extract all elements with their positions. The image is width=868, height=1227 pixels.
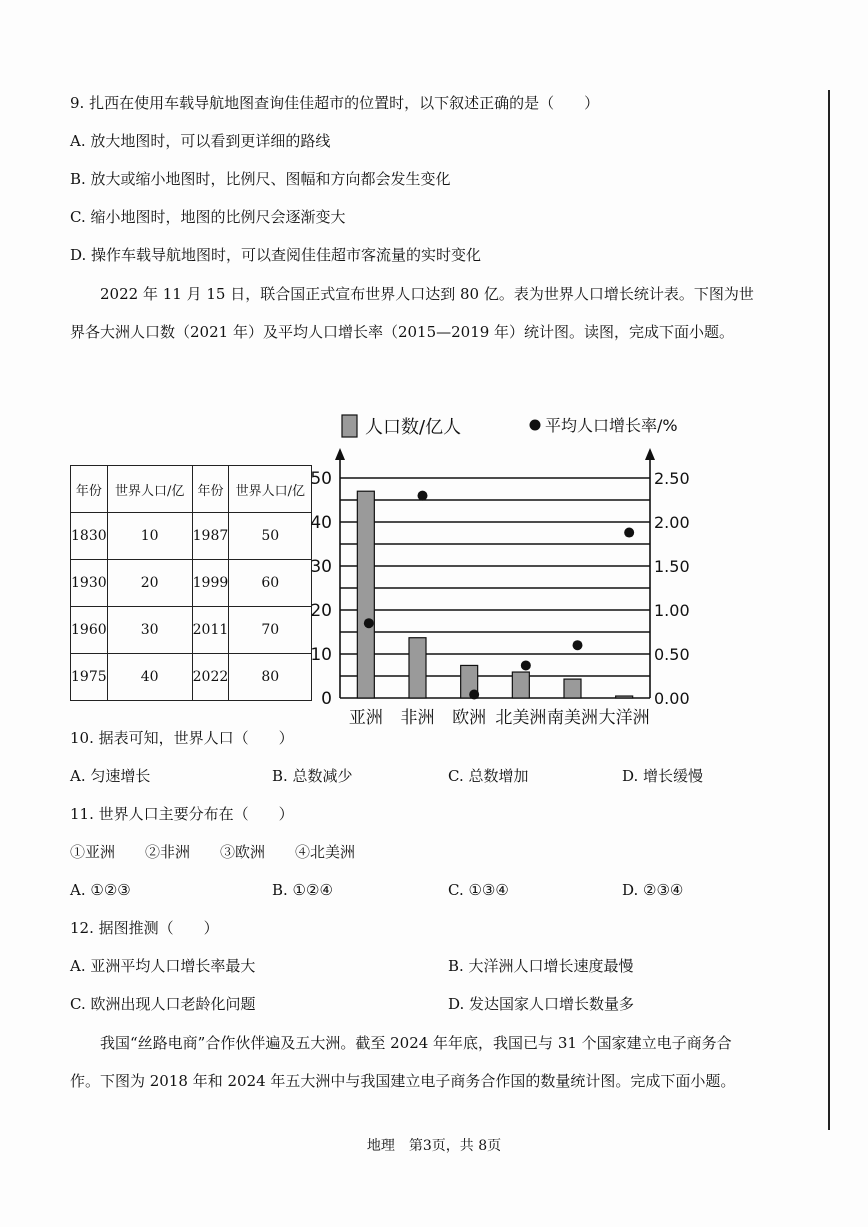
y-right-tick-label: 2.50 xyxy=(654,469,690,488)
q9-option-b: B. 放大或缩小地图时，比例尺、图幅和方向都会发生变化 xyxy=(70,170,451,188)
legend-dot-label: 平均人口增长率/% xyxy=(545,416,678,435)
table-cell: 70 xyxy=(229,607,312,654)
table-cell: 2011 xyxy=(192,607,229,654)
x-category-label: 南美洲 xyxy=(547,708,598,728)
y-right-tick-label: 0.50 xyxy=(654,645,690,664)
x-category-label: 非洲 xyxy=(400,708,435,728)
q12-option-b: B. 大洋洲人口增长速度最慢 xyxy=(448,957,634,975)
right-axis-arrow xyxy=(645,448,655,460)
q12-stem: 12. 据图推测（ ） xyxy=(70,919,219,937)
table-header-cell: 世界人口/亿 xyxy=(229,466,312,513)
y-left-tick-label: 50 xyxy=(310,469,332,489)
table-cell: 40 xyxy=(107,654,192,701)
table-header-cell: 世界人口/亿 xyxy=(107,466,192,513)
legend-bar-swatch xyxy=(342,415,357,437)
q11-option-b: B. ①②④ xyxy=(272,881,333,899)
chart-bar xyxy=(409,638,426,698)
y-right-tick-label: 0.00 xyxy=(654,689,690,708)
intro1-line2: 界各大洲人口数（2021 年）及平均人口增长率（2015—2019 年）统计图。读图，完成下面小题。 xyxy=(70,323,735,341)
y-left-tick-label: 0 xyxy=(321,689,332,709)
chart-bar xyxy=(357,491,374,698)
legend-dot-swatch xyxy=(530,420,541,431)
q9-option-d: D. 操作车载导航地图时，可以查阅佳佳超市客流量的实时变化 xyxy=(70,246,482,264)
chart-dot xyxy=(418,491,428,501)
q11-option-d: D. ②③④ xyxy=(622,881,684,899)
q11-option-c: C. ①③④ xyxy=(448,881,509,899)
table-cell: 1999 xyxy=(192,560,229,607)
q12-option-c: C. 欧洲出现人口老龄化问题 xyxy=(70,995,256,1013)
y-left-tick-label: 40 xyxy=(310,513,332,533)
chart-bar xyxy=(512,672,529,698)
y-right-tick-label: 2.00 xyxy=(654,513,690,532)
q9-option-a: A. 放大地图时，可以看到更详细的路线 xyxy=(70,132,331,150)
chart-dot xyxy=(573,640,583,650)
q10-option-c: C. 总数增加 xyxy=(448,767,529,785)
chart-dot xyxy=(521,660,531,670)
y-left-tick-label: 20 xyxy=(310,601,332,621)
table-header-cell: 年份 xyxy=(192,466,229,513)
q11-items: ①亚洲 ②非洲 ③欧洲 ④北美洲 xyxy=(70,843,356,861)
q10-stem: 10. 据表可知，世界人口（ ） xyxy=(70,729,294,747)
page-footer: 地理 第3页，共 8页 xyxy=(366,1138,502,1154)
table-cell: 30 xyxy=(107,607,192,654)
x-category-label: 北美洲 xyxy=(495,708,547,728)
intro2-line1: 我国“丝路电商”合作伙伴遍及五大洲。截至 2024 年年底，我国已与 31 个国家建立电子商务合 xyxy=(100,1034,732,1052)
table-cell: 50 xyxy=(229,513,312,560)
q12-option-d: D. 发达国家人口增长数量多 xyxy=(448,995,635,1013)
table-cell: 60 xyxy=(229,560,312,607)
q9-stem: 9. 扎西在使用车载导航地图查询佳佳超市的位置时，以下叙述正确的是（ ） xyxy=(70,94,600,112)
y-right-tick-label: 1.50 xyxy=(654,557,690,576)
chart-bar xyxy=(616,696,633,698)
legend-bar-label: 人口数/亿人 xyxy=(365,417,462,438)
y-left-tick-label: 10 xyxy=(310,645,332,665)
q10-option-d: D. 增长缓慢 xyxy=(622,767,704,785)
table-cell: 1830 xyxy=(71,513,108,560)
table-cell: 20 xyxy=(107,560,192,607)
table-cell: 1930 xyxy=(71,560,108,607)
x-category-label: 亚洲 xyxy=(348,708,383,728)
chart-legend xyxy=(342,415,678,438)
table-cell: 1960 xyxy=(71,607,108,654)
chart-dot xyxy=(364,618,374,628)
q9-option-c: C. 缩小地图时，地图的比例尺会逐渐变大 xyxy=(70,208,346,226)
table-cell: 10 xyxy=(107,513,192,560)
q11-stem: 11. 世界人口主要分布在（ ） xyxy=(70,805,294,823)
q10-option-b: B. 总数减少 xyxy=(272,767,353,785)
y-left-tick-label: 30 xyxy=(310,557,332,577)
x-category-label: 大洋洲 xyxy=(598,708,650,728)
intro1-line1: 2022 年 11 月 15 日，联合国正式宣布世界人口达到 80 亿。表为世界人口增长统计表。下图为世 xyxy=(100,285,754,303)
left-axis-arrow xyxy=(335,448,345,460)
q12-option-a: A. 亚洲平均人口增长率最大 xyxy=(70,957,256,975)
table-header-cell: 年份 xyxy=(71,466,108,513)
chart-bar xyxy=(564,679,581,698)
q10-option-a: A. 匀速增长 xyxy=(70,767,151,785)
table-cell: 80 xyxy=(229,654,312,701)
chart-dot xyxy=(469,689,479,699)
table-cell: 2022 xyxy=(192,654,229,701)
table-cell: 1975 xyxy=(71,654,108,701)
q11-option-a: A. ①②③ xyxy=(70,881,131,899)
intro2-line2: 作。下图为 2018 年和 2024 年五大洲中与我国建立电子商务合作国的数量统计图。完成下面小题。 xyxy=(70,1072,736,1090)
table-cell: 1987 xyxy=(192,513,229,560)
y-right-tick-label: 1.00 xyxy=(654,601,690,620)
x-category-label: 欧洲 xyxy=(452,708,487,728)
chart-dot xyxy=(624,528,634,538)
